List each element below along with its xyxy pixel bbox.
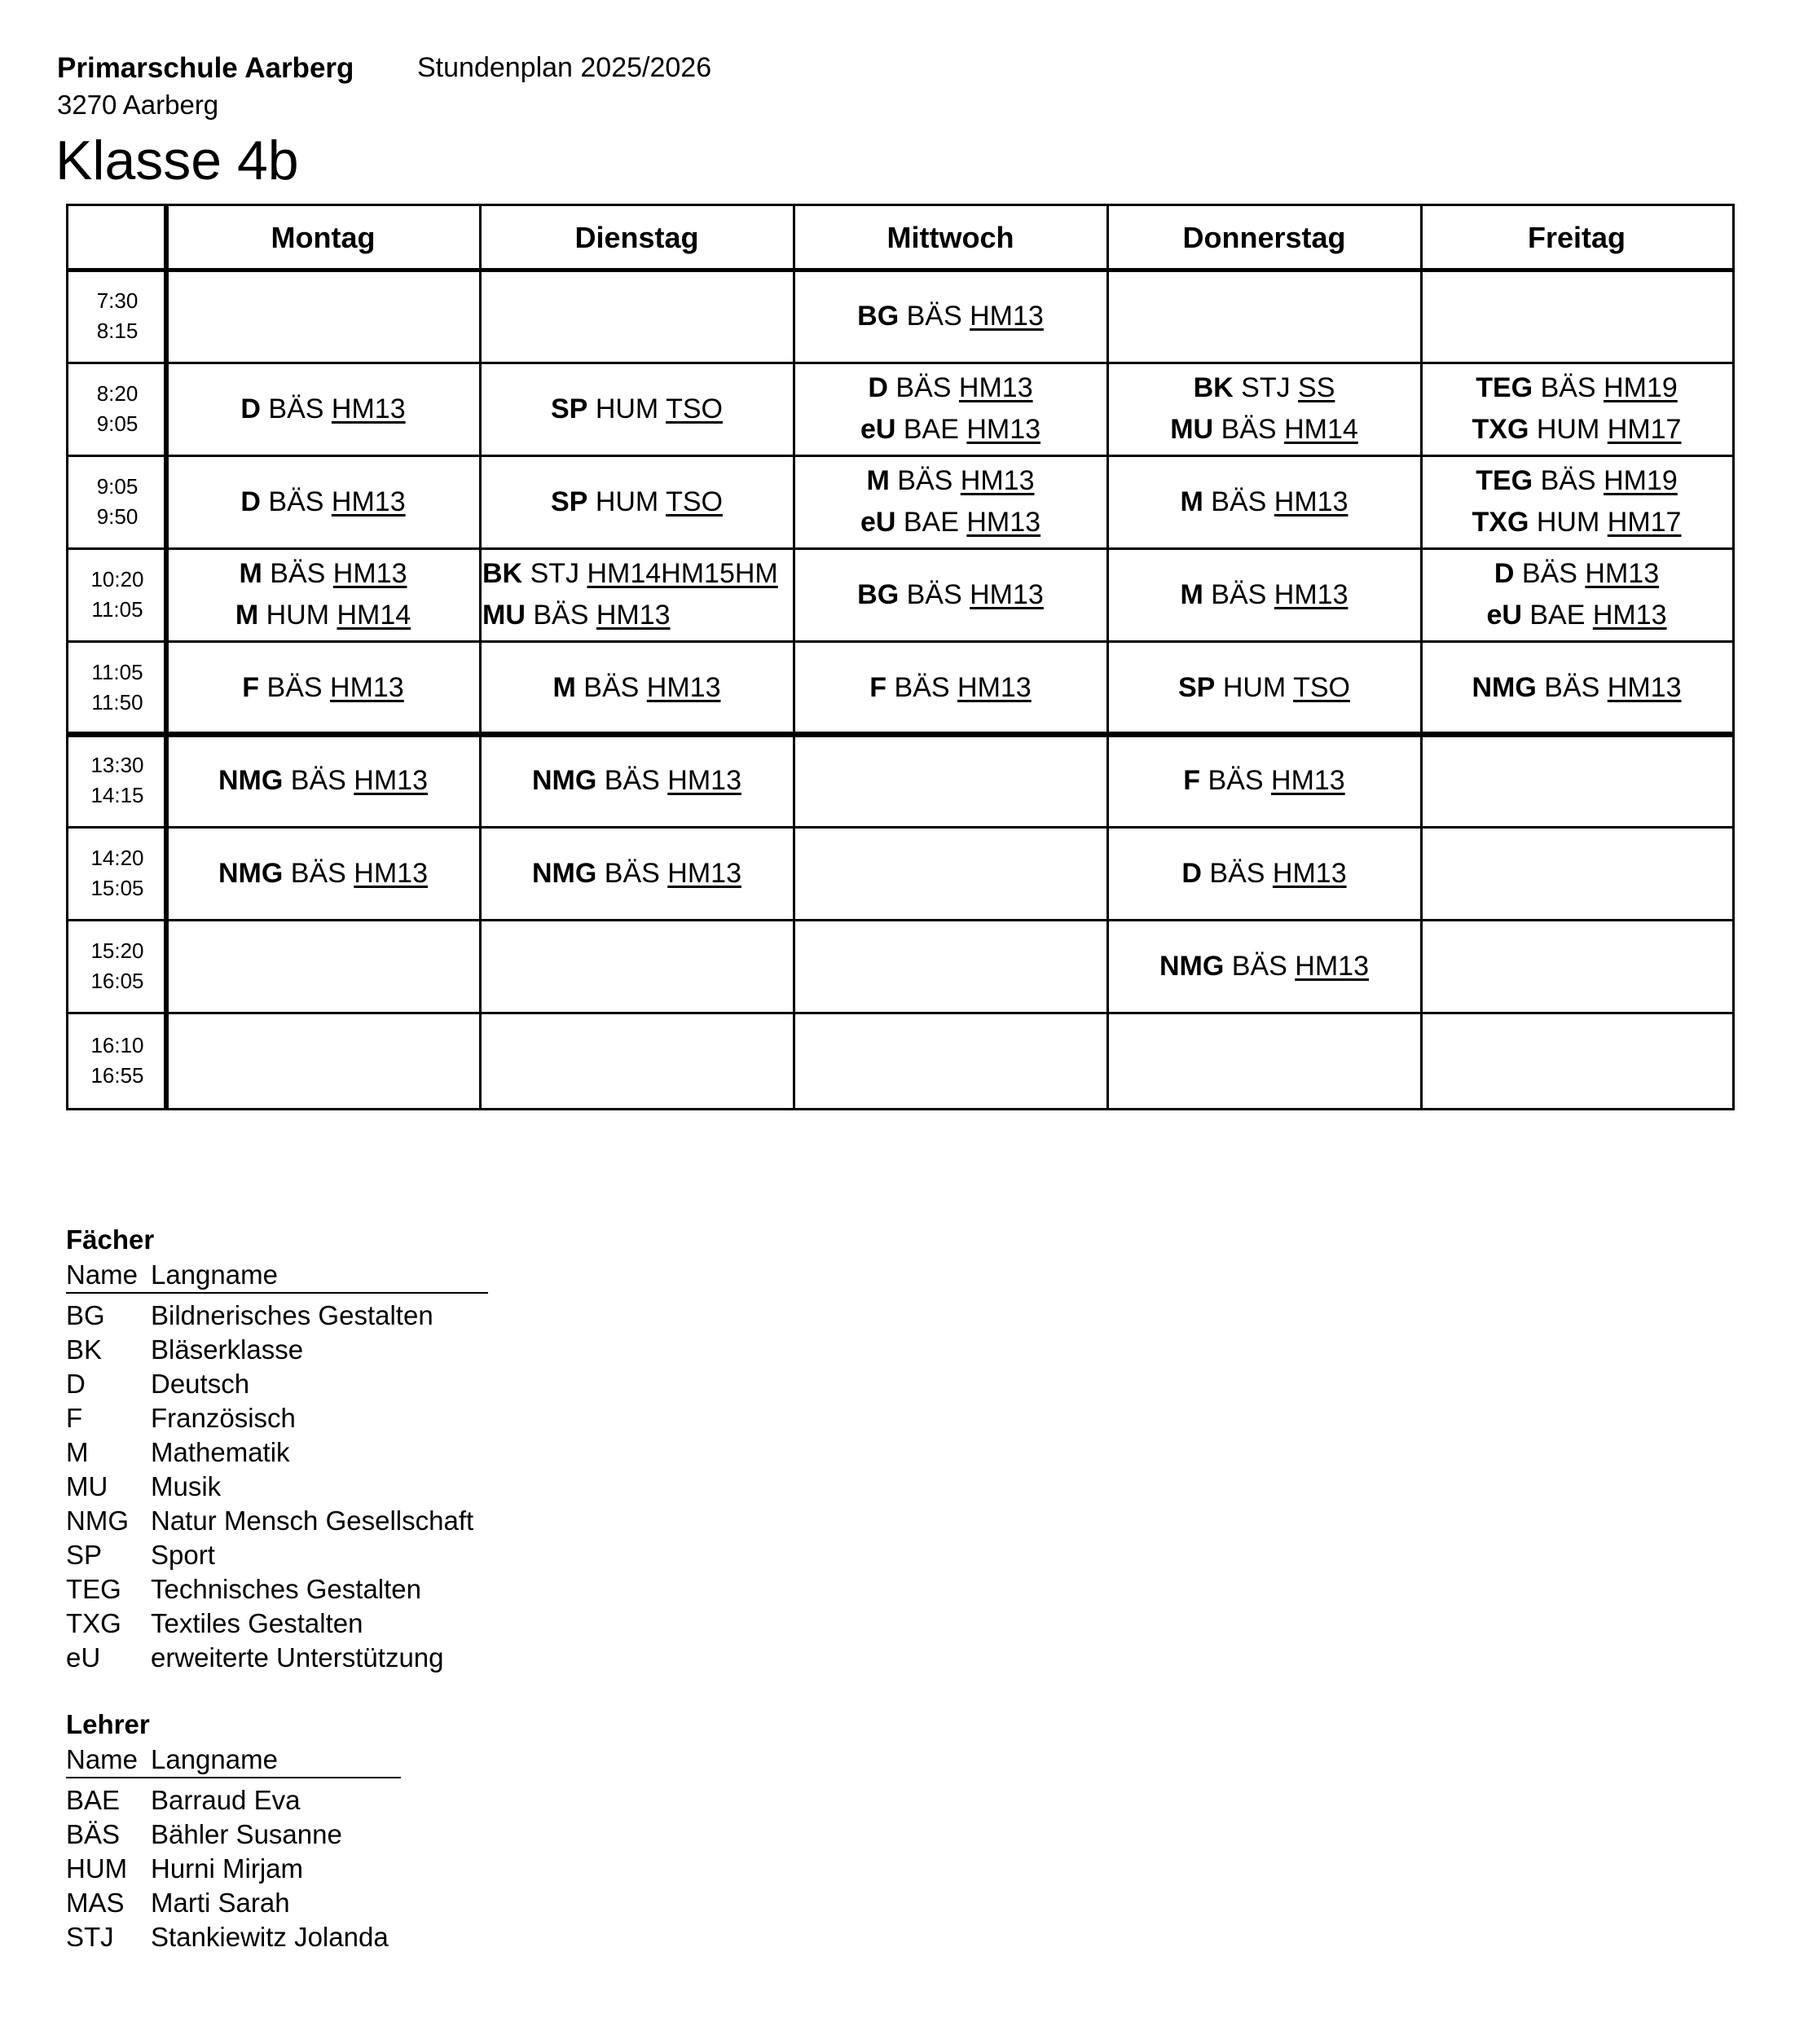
lesson-entry xyxy=(867,460,1035,502)
room-code: HM19 xyxy=(1604,465,1678,496)
subject-code: F xyxy=(869,671,887,703)
room-code: HM13 xyxy=(646,671,721,703)
time-slot xyxy=(68,1013,166,1108)
room-code: HM13 xyxy=(960,465,1035,496)
teachers-legend-title: Lehrer xyxy=(66,1709,150,1739)
day-header-freitag: Freitag xyxy=(1527,221,1626,254)
lesson-entry xyxy=(860,409,1040,451)
room-code: HM13 xyxy=(970,300,1044,332)
room-code: SS xyxy=(1298,372,1335,403)
lesson-entry xyxy=(1159,946,1369,987)
teacher-code: BÄS xyxy=(604,764,660,796)
legend-col-name: Name xyxy=(66,1259,139,1290)
lesson-entry xyxy=(868,367,1032,409)
lesson-entry xyxy=(1494,553,1659,595)
lesson-entry xyxy=(857,574,1044,616)
time-end: 11:05 xyxy=(91,597,143,622)
subject-code: eU xyxy=(860,414,896,445)
time-slot xyxy=(68,827,166,920)
lesson-entry xyxy=(553,667,721,709)
day-header-montag: Montag xyxy=(271,221,376,254)
subject-code: M xyxy=(1180,578,1203,610)
teacher-code: BÄS xyxy=(906,300,962,332)
legend-code: TEG xyxy=(66,1574,121,1604)
teacher-code: BÄS xyxy=(268,486,324,517)
lesson-entry xyxy=(1476,367,1678,409)
teachers-legend-header xyxy=(66,1744,401,1778)
lesson-cell[interactable] xyxy=(166,827,480,920)
teacher-code: BÄS xyxy=(290,857,346,889)
subject-code: TEG xyxy=(1476,465,1533,496)
time-slot xyxy=(68,548,166,641)
lesson-entry xyxy=(1472,409,1682,451)
teacher-code: BÄS xyxy=(268,393,324,424)
subject-code: SP xyxy=(1178,671,1216,703)
lesson-cell[interactable] xyxy=(166,363,480,455)
subject-code: NMG xyxy=(1159,950,1225,982)
subject-code: M xyxy=(239,558,262,589)
time-end: 15:05 xyxy=(90,876,144,900)
room-code: HM13 xyxy=(667,857,741,889)
lesson-cell[interactable] xyxy=(794,641,1107,734)
day-header-donnerstag: Donnerstag xyxy=(1182,221,1346,254)
lesson-cell[interactable] xyxy=(480,1013,794,1108)
teacher-code: BÄS xyxy=(906,578,962,610)
teacher-code: BÄS xyxy=(604,857,660,889)
lesson-cell[interactable] xyxy=(1107,363,1421,455)
legend-col-langname: Langname xyxy=(151,1744,278,1774)
lesson-cell[interactable] xyxy=(794,827,1107,920)
lesson-cell[interactable] xyxy=(794,734,1107,827)
lesson-cell[interactable] xyxy=(1421,641,1732,734)
legend-longname: Sport xyxy=(151,1540,215,1570)
time-end: 16:05 xyxy=(90,969,144,993)
lesson-entry xyxy=(218,853,428,895)
subject-code: eU xyxy=(860,507,896,538)
room-code: HM14 xyxy=(1284,414,1358,445)
legend-code: NMG xyxy=(66,1506,129,1536)
teacher-code: BÄS xyxy=(290,764,346,796)
lesson-cell[interactable] xyxy=(794,1013,1107,1108)
subject-code: F xyxy=(242,671,260,703)
day-header-dienstag: Dienstag xyxy=(574,221,699,254)
lesson-cell[interactable] xyxy=(480,455,794,548)
time-start: 15:20 xyxy=(90,938,144,963)
teacher-code: BÄS xyxy=(1521,558,1577,589)
lesson-cell[interactable] xyxy=(794,548,1107,641)
lesson-cell[interactable] xyxy=(1107,1013,1421,1108)
lesson-cell[interactable] xyxy=(1421,270,1732,363)
lesson-cell[interactable] xyxy=(1421,1013,1732,1108)
subject-code: NMG xyxy=(1472,671,1537,703)
lesson-cell[interactable] xyxy=(166,1013,480,1108)
subject-code: BG xyxy=(857,300,900,332)
teacher-code: BÄS xyxy=(583,671,640,703)
room-code: HM13 xyxy=(1592,600,1667,631)
time-start: 9:05 xyxy=(96,474,139,499)
legend-longname: erweiterte Unterstützung xyxy=(151,1642,444,1673)
day-header-mittwoch: Mittwoch xyxy=(887,221,1014,254)
lesson-cell[interactable] xyxy=(1107,548,1421,641)
lesson-cell[interactable] xyxy=(166,734,480,827)
lesson-cell[interactable] xyxy=(1107,455,1421,548)
subject-code: TEG xyxy=(1476,372,1533,403)
teacher-code: HUM xyxy=(1222,671,1287,703)
legend-longname: Bildnerisches Gestalten xyxy=(151,1300,433,1330)
teacher-code: BAE xyxy=(903,507,959,538)
lesson-cell[interactable] xyxy=(794,455,1107,548)
lesson-entry xyxy=(1194,367,1335,409)
timetable-grid xyxy=(66,204,1735,1110)
subject-code: NMG xyxy=(532,857,597,889)
lesson-entry xyxy=(240,553,407,595)
time-end: 16:55 xyxy=(90,1062,144,1088)
legend-code: TXG xyxy=(66,1608,121,1638)
lesson-entry xyxy=(551,481,723,523)
teacher-code: BÄS xyxy=(1540,372,1596,403)
room-code: HM13 xyxy=(354,857,428,889)
room-code: HM13 xyxy=(1585,558,1660,589)
room-code: HM13 xyxy=(330,671,404,703)
subject-code: D xyxy=(240,486,261,517)
lesson-cell[interactable] xyxy=(166,270,480,363)
lesson-entry xyxy=(1170,409,1358,451)
subject-code: M xyxy=(552,671,576,703)
room-code: HM13 xyxy=(331,393,406,424)
subject-code: F xyxy=(1183,764,1201,796)
room-code: HM13 xyxy=(1607,671,1682,703)
time-start: 8:20 xyxy=(96,381,139,406)
teacher-code: BÄS xyxy=(1221,414,1277,445)
lesson-cell[interactable] xyxy=(480,920,794,1013)
teacher-code: STJ xyxy=(530,558,580,589)
lesson-entry xyxy=(532,760,741,802)
teacher-code: HUM xyxy=(1536,507,1600,538)
legend-longname: Technisches Gestalten xyxy=(151,1574,422,1604)
legend-longname: Stankiewitz Jolanda xyxy=(151,1922,389,1952)
legend-code: D xyxy=(66,1369,86,1399)
subject-code: MU xyxy=(1170,414,1214,445)
lesson-cell[interactable] xyxy=(480,270,794,363)
lesson-cell[interactable] xyxy=(480,641,794,734)
legend-code: BK xyxy=(66,1334,103,1365)
legend-code: eU xyxy=(66,1642,101,1673)
lesson-entry xyxy=(1181,853,1346,895)
room-code: HM13 xyxy=(332,558,407,589)
time-end: 9:05 xyxy=(96,411,139,436)
school-address: 3270 Aarberg xyxy=(57,90,219,120)
lesson-cell[interactable] xyxy=(1421,455,1732,548)
subject-code: D xyxy=(1181,857,1202,889)
lesson-cell[interactable] xyxy=(166,455,480,548)
teacher-code: BÄS xyxy=(894,671,950,703)
lesson-entry xyxy=(1486,595,1666,636)
time-end: 9:50 xyxy=(96,504,139,529)
lesson-cell[interactable] xyxy=(1107,827,1421,920)
legend-longname: Hurni Mirjam xyxy=(151,1853,304,1884)
time-end: 11:50 xyxy=(91,690,143,714)
legend-longname: Textiles Gestalten xyxy=(151,1608,363,1638)
legend-code: BAE xyxy=(66,1785,121,1815)
lesson-cell[interactable] xyxy=(794,920,1107,1013)
subjects-legend-title: Fächer xyxy=(66,1224,155,1255)
room-code: HM14 xyxy=(337,600,411,631)
subjects-legend-header xyxy=(66,1259,488,1294)
legend-longname: Natur Mensch Gesellschaft xyxy=(151,1506,474,1536)
lesson-entry xyxy=(551,389,723,430)
teacher-code: BÄS xyxy=(1540,465,1596,496)
subject-code: NMG xyxy=(218,764,284,796)
subject-code: D xyxy=(868,372,888,403)
legend-code: HUM xyxy=(66,1853,128,1884)
teacher-code: HUM xyxy=(595,486,659,517)
legend-longname: Mathematik xyxy=(151,1437,290,1467)
room-code: HM13 xyxy=(354,764,428,796)
time-slot xyxy=(68,455,166,548)
legend-col-langname: Langname xyxy=(151,1259,278,1290)
legend-longname: Deutsch xyxy=(151,1369,250,1399)
lesson-cell[interactable] xyxy=(1107,734,1421,827)
room-code: HM13 xyxy=(966,507,1041,538)
subject-code: TXG xyxy=(1472,507,1529,538)
time-start: 14:20 xyxy=(90,846,144,870)
room-code: TSO xyxy=(1293,671,1350,703)
room-code: HM13 xyxy=(966,414,1041,445)
subject-code: M xyxy=(235,600,259,631)
lesson-entry xyxy=(218,760,428,802)
lesson-entry xyxy=(1476,460,1678,502)
legend-longname: Marti Sarah xyxy=(151,1888,290,1918)
lesson-cell[interactable] xyxy=(166,548,480,641)
legend-longname: Barraud Eva xyxy=(151,1785,301,1815)
time-slot xyxy=(68,734,166,827)
room-code: HM13 xyxy=(596,600,671,631)
teacher-code: BAE xyxy=(903,414,959,445)
subject-code: eU xyxy=(1486,600,1522,631)
lesson-cell[interactable] xyxy=(1421,363,1732,455)
legend-code: MU xyxy=(66,1471,108,1501)
lesson-entry xyxy=(1472,667,1682,709)
subject-code: SP xyxy=(551,486,588,517)
room-code: HM13 xyxy=(957,671,1032,703)
lesson-entry xyxy=(240,389,405,430)
lesson-cell[interactable] xyxy=(1107,270,1421,363)
school-name: Primarschule Aarberg xyxy=(57,52,354,84)
teacher-code: HUM xyxy=(595,393,659,424)
time-slot xyxy=(68,270,166,363)
teacher-code: BÄS xyxy=(270,558,326,589)
room-code: HM13 xyxy=(331,486,406,517)
legend-col-name: Name xyxy=(66,1744,139,1774)
lesson-cell[interactable] xyxy=(1421,734,1732,827)
teacher-code: BÄS xyxy=(895,372,952,403)
lesson-cell[interactable] xyxy=(1421,548,1732,641)
lesson-entry xyxy=(1181,574,1348,616)
time-start: 13:30 xyxy=(90,753,144,777)
lesson-entry xyxy=(869,667,1031,709)
subject-code: NMG xyxy=(218,857,284,889)
legend-longname: Französisch xyxy=(151,1403,296,1433)
room-code: HM13 xyxy=(958,372,1033,403)
teacher-code: BAE xyxy=(1529,600,1586,631)
room-code: HM17 xyxy=(1607,414,1682,445)
lesson-cell[interactable] xyxy=(480,734,794,827)
legend-code: MAS xyxy=(66,1888,125,1918)
subject-code: BK xyxy=(482,558,523,589)
subject-code: BK xyxy=(1193,372,1234,403)
lesson-cell[interactable] xyxy=(166,920,480,1013)
subject-code: M xyxy=(866,465,890,496)
legend-code: BG xyxy=(66,1300,105,1330)
lesson-entry xyxy=(482,595,671,636)
room-code: HM13 xyxy=(970,578,1044,610)
room-code: TSO xyxy=(666,486,723,517)
lesson-entry xyxy=(860,502,1040,543)
teacher-code: BÄS xyxy=(533,600,589,631)
lesson-cell[interactable] xyxy=(1107,920,1421,1013)
room-code: HM13 xyxy=(1274,486,1348,517)
plan-title: Stundenplan 2025/2026 xyxy=(417,52,712,83)
room-code: TSO xyxy=(666,393,723,424)
lesson-cell[interactable] xyxy=(1421,827,1732,920)
time-slot xyxy=(68,641,166,734)
legend-longname: Bläserklasse xyxy=(151,1334,304,1365)
legend-code: STJ xyxy=(66,1922,114,1952)
teacher-code: BÄS xyxy=(1208,764,1264,796)
subject-code: TXG xyxy=(1472,414,1529,445)
time-end: 14:15 xyxy=(90,783,144,807)
teacher-code: BÄS xyxy=(1231,950,1287,982)
teacher-code: BÄS xyxy=(1209,857,1265,889)
room-code: HM14HM15HM xyxy=(587,558,778,589)
subject-code: D xyxy=(1494,558,1515,589)
room-code: HM17 xyxy=(1607,507,1682,538)
room-code: HM13 xyxy=(1272,857,1347,889)
legend-code: F xyxy=(66,1403,83,1433)
subject-code: NMG xyxy=(532,764,597,796)
room-code: HM13 xyxy=(1271,764,1345,796)
lesson-cell[interactable] xyxy=(794,270,1107,363)
lesson-entry xyxy=(1178,667,1350,709)
teacher-code: HUM xyxy=(266,600,330,631)
room-code: HM13 xyxy=(1295,950,1369,982)
teacher-code: STJ xyxy=(1241,372,1291,403)
time-start: 10:20 xyxy=(90,567,144,591)
room-code: HM19 xyxy=(1604,372,1678,403)
subject-code: SP xyxy=(551,393,588,424)
teacher-code: BÄS xyxy=(1544,671,1600,703)
lesson-entry xyxy=(1181,481,1348,523)
lesson-entry xyxy=(482,553,778,595)
lesson-entry xyxy=(1183,760,1344,802)
legend-code: BÄS xyxy=(66,1819,121,1849)
room-code: HM13 xyxy=(667,764,741,796)
lesson-entry xyxy=(857,296,1044,337)
room-code: HM13 xyxy=(1274,578,1348,610)
lesson-cell[interactable] xyxy=(1421,920,1732,1013)
lesson-entry xyxy=(1472,502,1682,543)
lesson-cell[interactable] xyxy=(1107,641,1421,734)
class-title: Klasse 4b xyxy=(55,130,299,191)
time-slot xyxy=(68,363,166,455)
legend-longname: Musik xyxy=(151,1471,222,1501)
subject-code: M xyxy=(1180,486,1203,517)
legend-code: SP xyxy=(66,1540,103,1570)
subject-code: MU xyxy=(482,600,526,631)
teacher-code: HUM xyxy=(1536,414,1600,445)
teacher-code: BÄS xyxy=(1211,578,1267,610)
lesson-entry xyxy=(242,667,403,709)
time-start: 11:05 xyxy=(91,660,143,684)
legend-longname: Bähler Susanne xyxy=(151,1819,342,1849)
lesson-cell[interactable] xyxy=(166,641,480,734)
lesson-cell[interactable] xyxy=(794,363,1107,455)
legend-code: M xyxy=(66,1437,89,1467)
subject-code: BG xyxy=(857,578,900,610)
teacher-code: BÄS xyxy=(266,671,323,703)
time-start: 7:30 xyxy=(96,288,139,313)
teacher-code: BÄS xyxy=(1211,486,1267,517)
lesson-entry xyxy=(235,595,411,636)
lesson-entry xyxy=(240,481,405,523)
subject-code: D xyxy=(240,393,261,424)
time-end: 8:15 xyxy=(96,319,139,343)
teacher-code: BÄS xyxy=(897,465,953,496)
lesson-cell[interactable] xyxy=(480,363,794,455)
lesson-cell[interactable] xyxy=(480,827,794,920)
time-start: 16:10 xyxy=(90,1032,144,1057)
lesson-cell[interactable] xyxy=(480,548,794,641)
time-slot xyxy=(68,920,166,1013)
lesson-entry xyxy=(532,853,741,895)
